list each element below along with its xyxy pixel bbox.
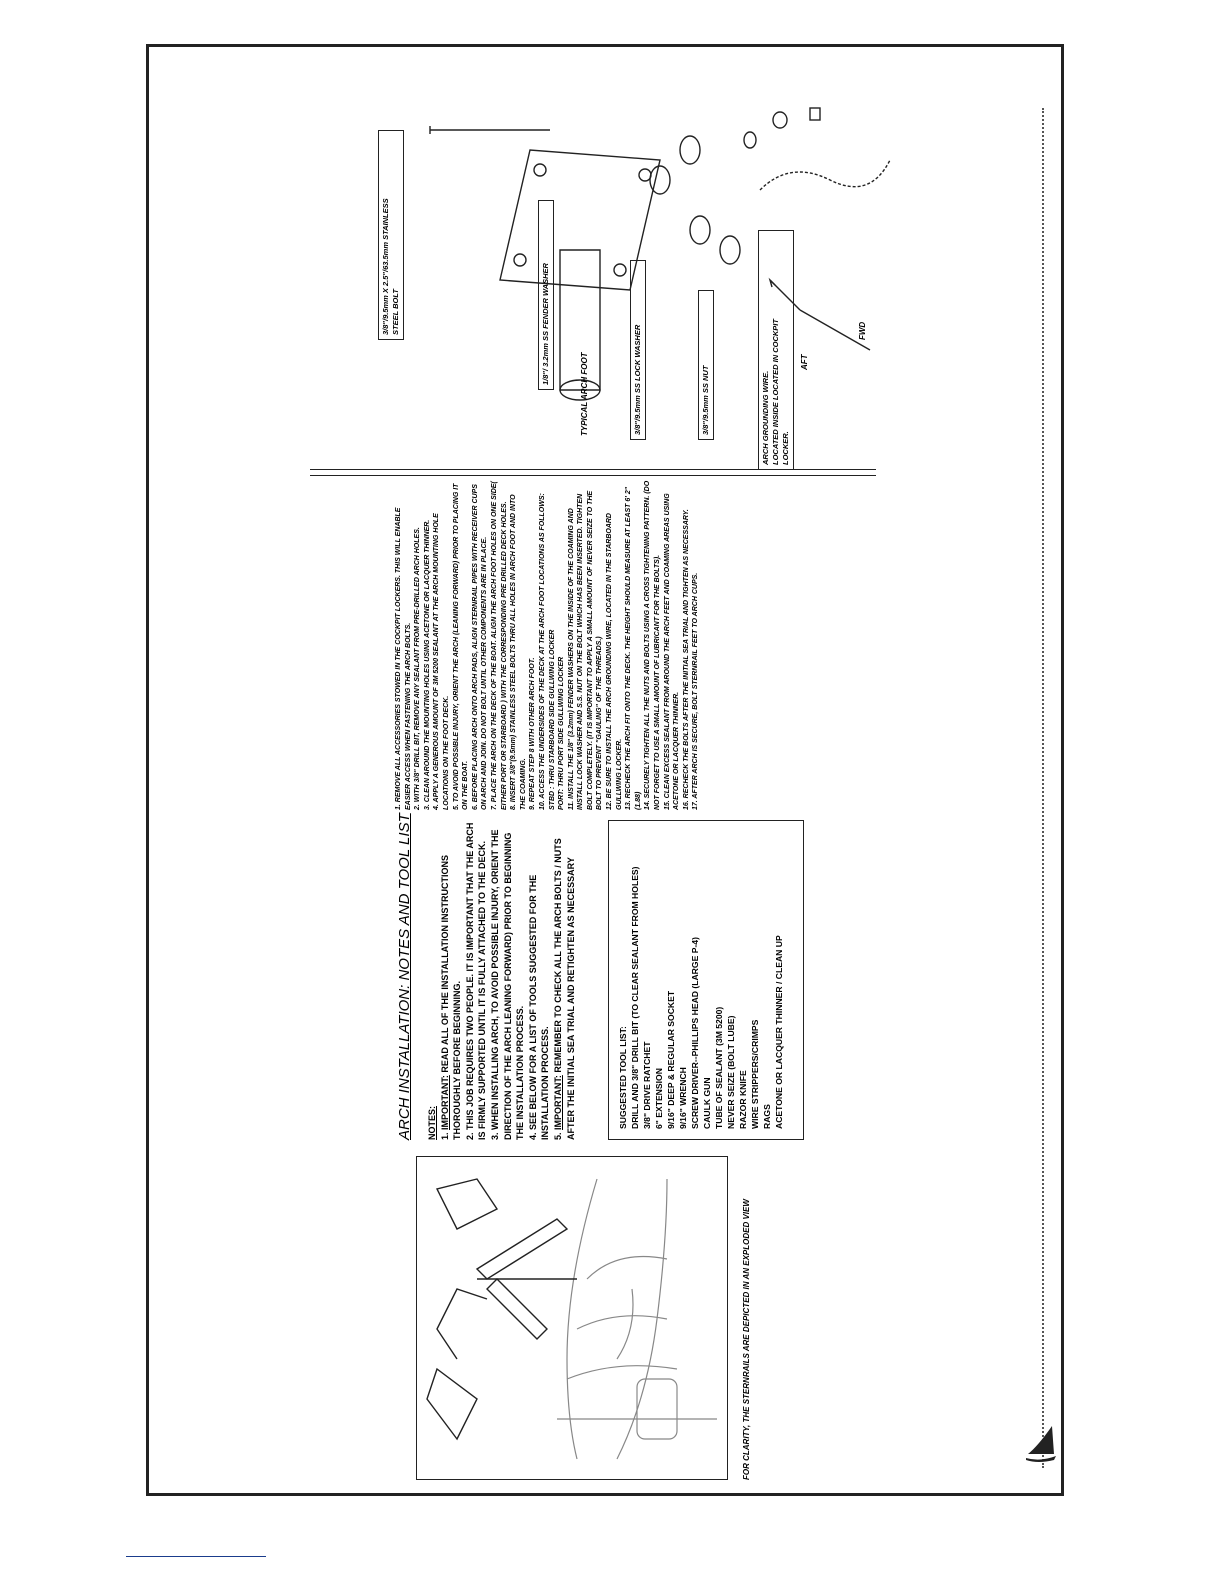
note-item: 2. THIS JOB REQUIRES TWO PEOPLE. IT IS IMPORTANT THAT THE ARCH IS FIRMLY SUPPORTED UNTIL IT IS FULLY ATTACHED TO THE DECK. <box>464 822 488 1140</box>
step-item: 17. AFTER ARCH IS SECURE, BOLT STERNRAIL FEET TO ARCH CUPS. <box>692 572 700 810</box>
fender-washer-callout: 1/8"/ 3.2mm SS FENDER WASHER <box>538 200 554 390</box>
aft-label: AFT <box>800 354 809 370</box>
nut-callout: 3/8"/9.5mm SS NUT <box>698 290 714 440</box>
tool-item: WIRE STRIPPERS/CRIMPS <box>750 1019 760 1129</box>
step-item: 15. CLEAN EXCESS SEALANT FROM AROUND THE ARCH FEET AND COAMING AREAS USING ACETONE OR LACQUER THINNER. <box>663 493 681 810</box>
step-item: 4. APPLY A GENEROUS AMOUNT OF 3M 5200 SEALANT AT THE ARCH MOUNTING HOLE LOCATIONS ON THE FOOT DECK. <box>433 513 450 810</box>
step-item: 11. INSTALL THE 1/8" (3.2mm) FENDER WASHERS ON THE INSIDE OF THE COAMING AND INSTALL LOCK WASHER AND S.S. NUT ON THE BOLT WHICH HAS BEEN INSERTED. TIGHTEN BOLT COMPLETELY. (IT IS IMPORTANT TO APPLY A SMALL AMOUNT OF NEVER SEIZE TO THE BOLT TO PREVENT "GAULING" OF THE THREADS.) <box>567 490 604 810</box>
tool-item: TUBE OF SEALANT (3M 5200) <box>714 1006 724 1129</box>
note-item: 4. SEE BELOW FOR A LIST OF TOOLS SUGGESTED FOR THE INSTALLATION PROCESS. <box>527 874 551 1140</box>
step-item: 9. REPEAT STEP 8 WITH OTHER ARCH FOOT. <box>529 657 537 810</box>
step-item: 1. REMOVE ALL ACCESSORIES STOWED IN THE COCKPIT LOCKERS. THIS WILL ENABLE EASIER ACCESS WHEN FASTENING THE ARCH BOLTS. <box>395 507 412 810</box>
step-item: 2. WITH 3/8" DRILL BIT, REMOVE ANY SEALANT FROM PRE-DRILLED ARCH HOLES. <box>414 527 422 810</box>
step-item: 16. RECHECK THE BOLTS AFTER THE INITIAL SEA TRIAL AND TIGHTEN AS NECESSARY. <box>682 509 690 810</box>
fwd-label: FWD <box>858 321 867 340</box>
boat-arch-drawing <box>417 1156 728 1479</box>
tool-item: 9/16" WRENCH <box>678 1067 688 1129</box>
notes-block <box>426 820 577 1140</box>
typical-arch-foot-label: TYPICAL ARCH FOOT <box>580 352 589 436</box>
step-item: STBD : THRU STARBOARD SIDE GULLWING LOCKER <box>548 629 556 810</box>
step-item: 5. TO AVOID POSSIBLE INJURY, ORIENT THE ARCH (LEANING FORWARD) PRIOR TO PLACING IT ON THE BOAT. <box>452 483 470 810</box>
step-item: 14. SECURELY TIGHTEN ALL THE NUTS AND BOLTS USING A CROSS TIGHTENING PATTERN. (DO NOT FORGET TO USE A SMALL AMOUNT OF LUBRICANT FOR THE BOLTS). <box>644 480 662 810</box>
step-item: 10. ACCESS THE UNDERSIDES OF THE DECK AT THE ARCH FOOT LOCATIONS AS FOLLOWS: <box>538 493 546 810</box>
tool-item: 9/16" DEEP & REGULAR SOCKET <box>666 990 676 1129</box>
footer-underline <box>126 1556 266 1557</box>
boat-arch-illustration <box>416 1156 728 1480</box>
tool-item: 3/8" DRIVE RATCHET <box>642 1041 652 1129</box>
tool-item: NEVER SEIZE (BOLT LUBE) <box>726 1015 736 1129</box>
note-item: 5. IMPORTANT: REMEMBER TO CHECK ALL THE ARCH BOLTS / NUTS AFTER THE INITIAL SEA TRIAL AND RETIGHTEN AS NECESSARY <box>552 838 576 1140</box>
tool-item: SCREW DRIVER--PHILLIPS HEAD (LARGE P-4) <box>690 937 700 1129</box>
page-title: ARCH INSTALLATION: NOTES AND TOOL LIST <box>396 813 413 1140</box>
installation-steps <box>394 480 701 810</box>
note-item: 3. WHEN INSTALLING ARCH, TO AVOID POSSIBLE INJURY, ORIENT THE DIRECTION OF THE ARCH LEANING FORWARD) PRIOR TO BEGINNING THE INSTALLATION PROCESS. <box>489 829 526 1140</box>
step-item: 8. INSERT 3/8"(9.5mm) STAINLESS STEEL BOLTS THRU ALL HOLES IN ARCH FOOT AND INTO THE COAMING. <box>510 494 527 810</box>
note-item: 1. IMPORTANT: READ ALL OF THE INSTALLATION INSTRUCTIONS THOROUGHLY BEFORE BEGINNING. <box>439 854 463 1140</box>
step-item: 7. PLACE THE ARCH ON THE DECK OF THE BOAT. ALIGN THE ARCH FOOT HOLES ON ONE SIDE( EITHER PORT OR STARBOARD ) WITH THE CORRESPONDING PRE DRILLED DECK HOLES. <box>490 481 508 810</box>
tool-list-heading: SUGGESTED TOOL LIST: <box>618 1026 628 1129</box>
ground-wire-callout: ARCH GROUNDING WIRE. LOCATED INSIDE LOCATED IN COCKPIT LOCKER. <box>758 230 794 470</box>
section-divider <box>310 475 876 476</box>
tool-item: ACETONE OR LACQUER THINNER / CLEAN UP <box>774 935 784 1129</box>
rotated-sheet <box>150 50 1056 1490</box>
step-item: 12. BE SURE TO INSTALL THE ARCH GROUNDING WIRE, LOCATED IN THE STARBOARD GULLWING LOCKER. <box>606 513 623 810</box>
tool-item: RAGS <box>762 1104 772 1129</box>
exploded-view-caption: FOR CLARITY, THE STERNRAILS ARE DEPICTED IN AN EXPLODED VIEW <box>742 1199 751 1480</box>
step-item: PORT: THRU PORT SIDE GULLWING LOCKER <box>558 656 566 810</box>
step-item: 6. BEFORE PLACING ARCH ONTO ARCH PADS, ALIGN STERNRAIL PIPES WITH RECEIVER CUPS ON ARCH AND JOIN. DO NOT BOLT UNTIL OTHER COMPONENTS ARE IN PLACE. <box>471 484 489 810</box>
step-item: 13. RECHECK THE ARCH FIT ONTO THE DECK. THE HEIGHT SHOULD MEASURE AT LEAST 6' 2" (1.88) <box>625 486 642 810</box>
lock-washer-callout: 3/8"/9.5mm SS LOCK WASHER <box>630 260 646 440</box>
tool-item: CAULK GUN <box>702 1077 712 1129</box>
notes-heading: NOTES: <box>427 1105 437 1140</box>
tool-item: DRILL AND 3/8" DRILL BIT (TO CLEAR SEALANT FROM HOLES) <box>630 866 640 1129</box>
tool-item: RAZOR KNIFE <box>738 1070 748 1129</box>
tool-list-box <box>608 820 804 1140</box>
step-item: 3. CLEAN AROUND THE MOUNTING HOLES USING ACETONE OR LACQUER THINNER. <box>423 519 431 810</box>
tool-item: 6" EXTENSION <box>654 1068 664 1129</box>
arch-foot-exploded-diagram <box>330 70 990 450</box>
bolt-callout: 3/8"/9.5mm X 2.5"/63.5mm STAINLESS STEEL BOLT <box>378 130 404 340</box>
